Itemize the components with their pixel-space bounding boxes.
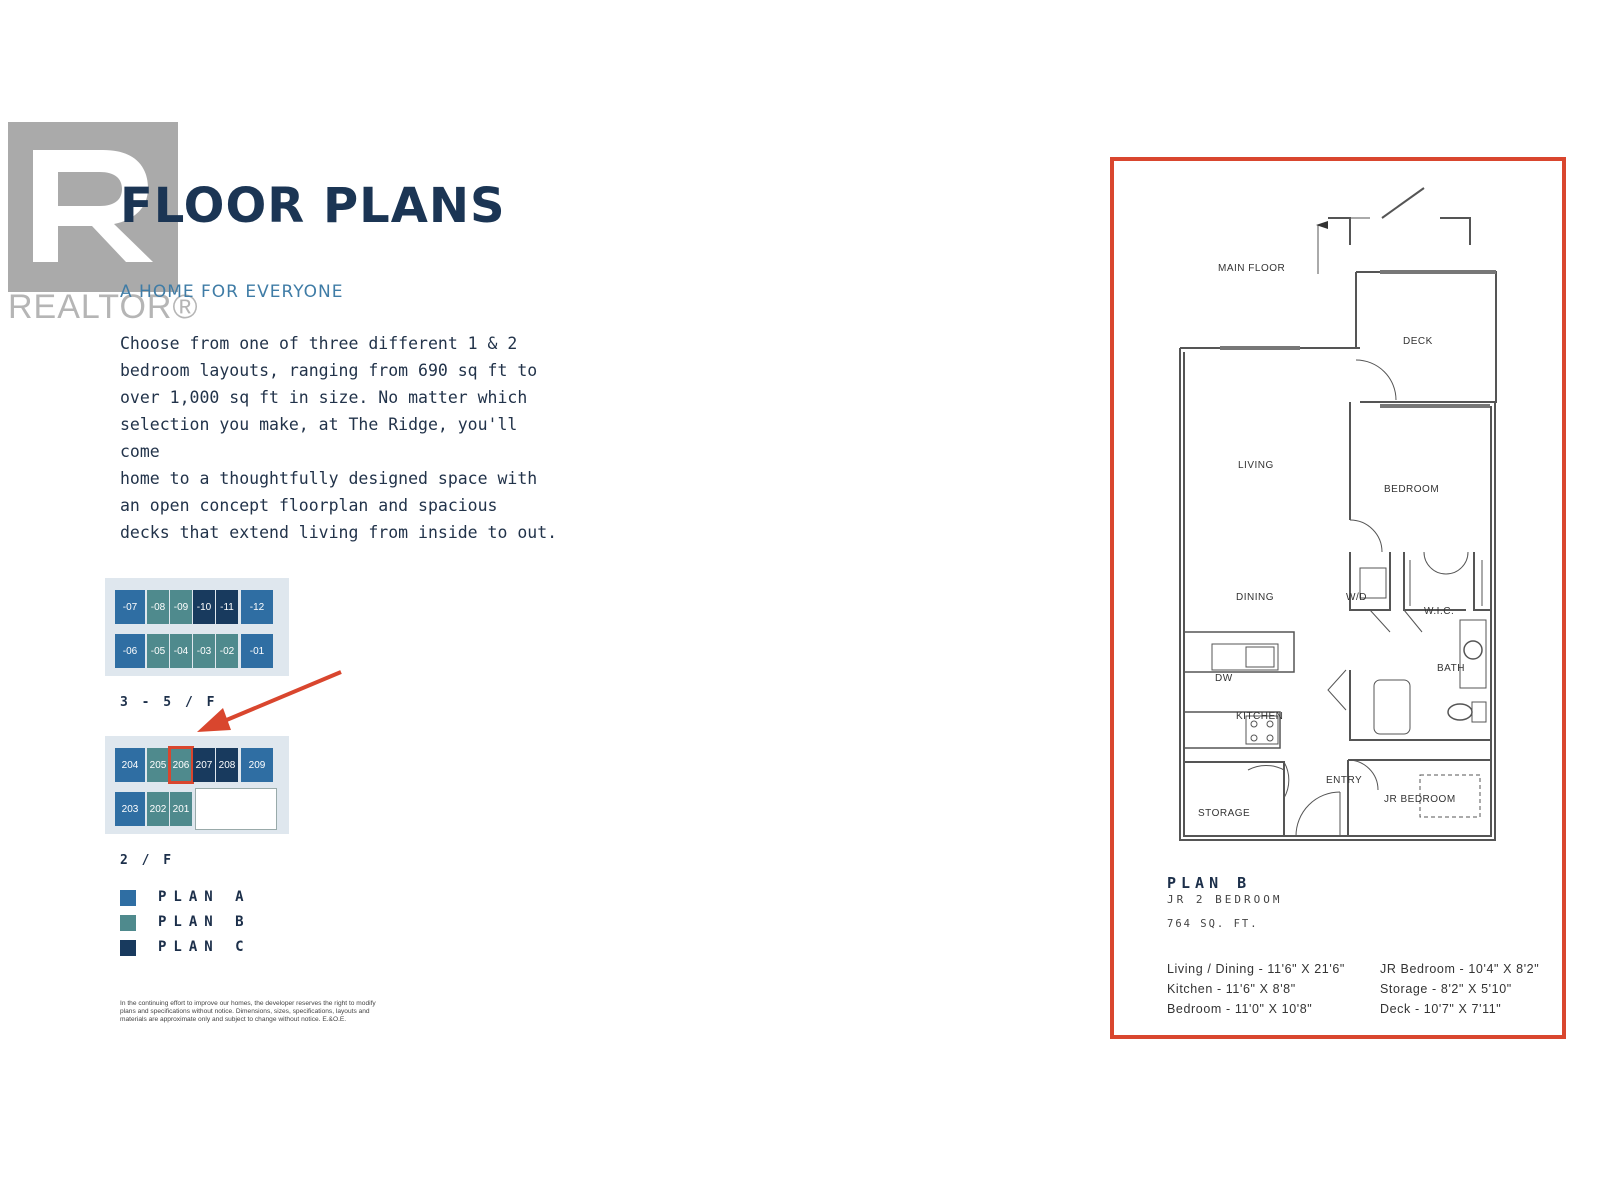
amenity-area [195, 788, 277, 830]
floor-plan-drawing [1160, 180, 1500, 860]
unit-207: 207 [193, 748, 215, 782]
dimension-jr-bedroom: JR Bedroom - 10'4" X 8'2" [1380, 962, 1540, 976]
intro-line: bedroom layouts, ranging from 690 sq ft to [120, 361, 538, 380]
unit-205: 205 [147, 748, 169, 782]
room-label-main-floor: MAIN FLOOR [1218, 263, 1286, 274]
unit-02: -02 [216, 634, 238, 668]
room-label-wic: W.I.C. [1424, 606, 1455, 617]
page-subtitle: A HOME FOR EVERYONE [120, 282, 344, 302]
unit-06: -06 [115, 634, 145, 668]
legend-swatch-plan-c [120, 940, 136, 956]
unit-05: -05 [147, 634, 169, 668]
room-label-wd: W/D [1346, 592, 1367, 603]
room-label-dw: DW [1215, 673, 1233, 684]
plan-area: 764 SQ. FT. [1167, 918, 1259, 930]
disclaimer-text: In the continuing effort to improve our homes, the developer reserves the right to modify plans and specifications without notice. Dimensions, sizes, specifications, layouts and materials are approximate only and subject to change without notice. E.&O.E. [120, 1000, 376, 1024]
room-label-entry: ENTRY [1326, 775, 1363, 786]
unit-209: 209 [241, 748, 273, 782]
room-label-kitchen: KITCHEN [1236, 711, 1284, 722]
unit-11: -11 [216, 590, 238, 624]
unit-01: -01 [241, 634, 273, 668]
unit-203: 203 [115, 792, 145, 826]
unit-206-highlighted: 206 [170, 748, 192, 782]
legend-swatch-plan-a [120, 890, 136, 906]
legend-swatch-plan-b [120, 915, 136, 931]
unit-10: -10 [193, 590, 215, 624]
room-label-living: LIVING [1238, 460, 1274, 471]
legend-label-plan-b: PLAN B [158, 914, 251, 930]
plan-type: JR 2 BEDROOM [1167, 893, 1283, 906]
unit-07: -07 [115, 590, 145, 624]
realtor-watermark-text: REALTOR® [8, 288, 199, 326]
room-label-storage: STORAGE [1198, 808, 1251, 819]
legend-label-plan-c: PLAN C [158, 939, 251, 955]
dimension-storage: Storage - 8'2" X 5'10" [1380, 982, 1512, 996]
unit-03: -03 [193, 634, 215, 668]
intro-line: selection you make, at The Ridge, you'll come [120, 415, 518, 461]
plan-name: PLAN B [1167, 874, 1252, 892]
intro-paragraph [120, 330, 560, 546]
room-label-bedroom: BEDROOM [1384, 484, 1440, 495]
dimension-bedroom: Bedroom - 11'0" X 10'8" [1167, 1002, 1313, 1016]
floor-label-upper: 3 - 5 / F [120, 695, 218, 710]
page-title: FLOOR PLANS [120, 178, 506, 234]
intro-line: over 1,000 sq ft in size. No matter which [120, 388, 528, 407]
keyplan-upper-floors [105, 578, 289, 676]
room-label-dining: DINING [1236, 592, 1274, 603]
legend-label-plan-a: PLAN A [158, 889, 251, 905]
dimension-deck: Deck - 10'7" X 7'11" [1380, 1002, 1502, 1016]
unit-04: -04 [170, 634, 192, 668]
unit-08: -08 [147, 590, 169, 624]
dimension-living-dining: Living / Dining - 11'6" X 21'6" [1167, 962, 1345, 976]
dimension-kitchen: Kitchen - 11'6" X 8'8" [1167, 982, 1296, 996]
unit-201: 201 [170, 792, 192, 826]
intro-line: decks that extend living from inside to out. [120, 523, 558, 542]
unit-208: 208 [216, 748, 238, 782]
room-label-deck: DECK [1403, 336, 1433, 347]
unit-12: -12 [241, 590, 273, 624]
room-label-bath: BATH [1437, 663, 1465, 674]
unit-204: 204 [115, 748, 145, 782]
intro-line: Choose from one of three different 1 & 2 [120, 334, 518, 353]
intro-line: home to a thoughtfully designed space with [120, 469, 538, 488]
room-label-jr-bedroom: JR BEDROOM [1384, 794, 1456, 805]
unit-09: -09 [170, 590, 192, 624]
keyplan-second-floor [105, 736, 289, 834]
floor-label-second: 2 / F [120, 853, 175, 868]
unit-202: 202 [147, 792, 169, 826]
intro-line: an open concept floorplan and spacious [120, 496, 498, 515]
pointer-arrow-icon [195, 668, 345, 738]
